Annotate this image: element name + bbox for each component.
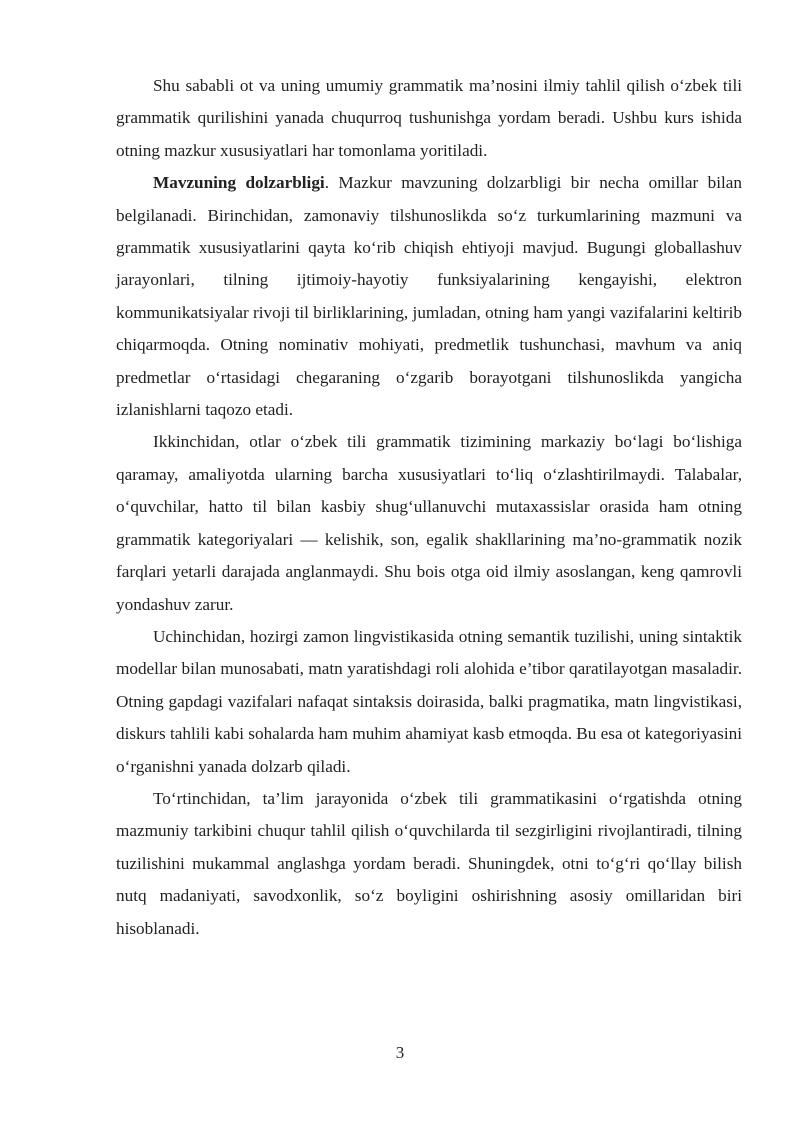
paragraph-text: To‘rtinchidan, ta’lim jarayonida o‘zbek tili grammatikasini o‘rgatishda otning mazmuniy tarkibini chuqur tahlil qilish o‘quvchilarda til sezgirligini rivojlantiradi, tilning tuzilishini mukammal anglashga yordam beradi. Shuningdek, otni to‘g‘ri qo‘llay bilish nutq madaniyati, savodxonlik, so‘z boyligini oshirishning asosiy omillaridan biri hisoblanadi. bbox=[116, 788, 742, 938]
paragraph-second bbox=[116, 426, 742, 620]
section-heading-relevance: Mavzuning dolzarbligi bbox=[153, 173, 325, 193]
paragraph-intro bbox=[116, 70, 742, 167]
paragraph-text: Ikkinchidan, otlar o‘zbek tili grammatik tizimining markaziy bo‘lagi bo‘lishiga qaramay, amaliyotda ularning barcha xususiyatlari to‘liq o‘zlashtirilmaydi. Talabalar, o‘quvchilar, hatto til bilan kasbiy shug‘ullanuvchi mutaxassislar orasida ham otning grammatik kategoriyalari — kelishik, son, egalik shakllarining ma’no-grammatik nozik farqlari yetarli darajada anglanmaydi. Shu bois otga oid ilmiy asoslangan, keng qamrovli yondashuv zarur. bbox=[116, 432, 742, 614]
paragraph-fourth bbox=[116, 783, 742, 945]
page-number: 3 bbox=[395, 1043, 405, 1062]
paragraph-relevance bbox=[116, 167, 742, 426]
body-text bbox=[116, 70, 742, 945]
paragraph-third bbox=[116, 621, 742, 783]
paragraph-text: Uchinchidan, hozirgi zamon lingvistikasida otning semantik tuzilishi, uning sintaktik modellar bilan munosabati, matn yaratishdagi roli alohida e’tibor qaratilayotgan masaladir. Otning gapdagi vazifalari nafaqat sintaksis doirasida, balki pragmatika, matn lingvistikasi, diskurs tahlili kabi sohalarda ham muhim ahamiyat kasb etmoqda. Bu esa ot kategoriyasini o‘rganishni yanada dolzarb qiladi. bbox=[116, 626, 742, 776]
paragraph-text: Shu sababli ot va uning umumiy grammatik ma’nosini ilmiy tahlil qilish o‘zbek tili grammatik qurilishini yanada chuqurroq tushunishga yordam beradi. Ushbu kurs ishida otning mazkur xususiyatlari har tomonlama yoritiladi. bbox=[116, 76, 742, 160]
paragraph-text: . Mazkur mavzuning dolzarbligi bir necha omillar bilan belgilanadi. Birinchidan, zamonaviy tilshunoslikda so‘z turkumlarining mazmuni va grammatik xususiyatlarini qayta ko‘rib chiqish ehtiyoji mavjud. Bugungi globallashuv jarayonlari, tilning ijtimoiy-hayotiy funksiyalarining kengayishi, elektron kommunikatsiyalar rivoji til birliklarining, jumladan, otning ham yangi vazifalarini keltirib chiqarmoqda. Otning nominativ mohiyati, predmetlik tushunchasi, mavhum va aniq predmetlar o‘rtasidagi chegaraning o‘zgarib borayotgani tilshunoslikda yangicha izlanishlarni taqozo etadi. bbox=[116, 173, 743, 420]
